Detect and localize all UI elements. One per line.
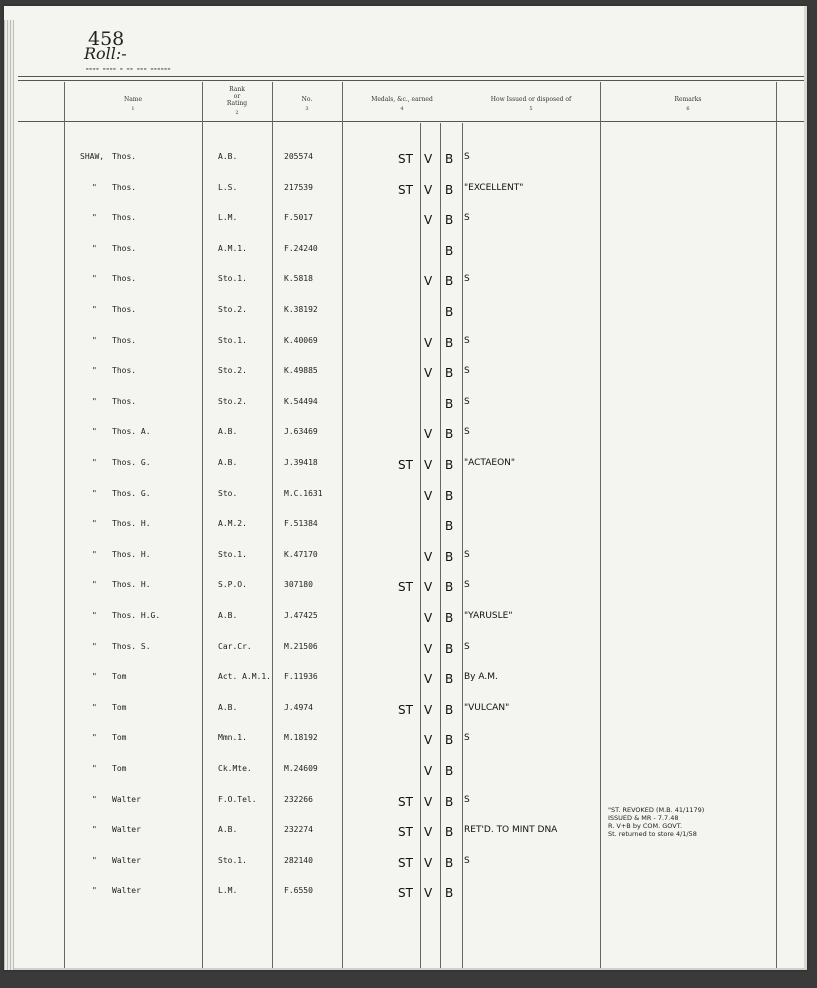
ditto-mark: " xyxy=(92,764,97,773)
medal-british-war: B xyxy=(445,274,454,289)
table-row xyxy=(4,207,804,231)
top-rule-double xyxy=(18,80,804,81)
entry-forename: Thos. H.G. xyxy=(112,611,161,620)
remarks-note-line: R. V+B by COM. GOVT. xyxy=(608,822,683,830)
table-row xyxy=(4,391,804,415)
entry-rank: Mmn.1. xyxy=(218,733,247,743)
remarks-note-line: St. returned to store 4/1/58 xyxy=(608,830,697,838)
printer-line: ▬▬▬▬ ▬▬▬▬ ▬ ▬▬ ▬▬▬ ▬▬▬▬▬▬ xyxy=(86,66,172,71)
ditto-mark: " xyxy=(92,427,97,437)
table-row xyxy=(4,574,804,598)
entry-forename: Thos. H. xyxy=(112,580,151,590)
entry-forename: Thos. xyxy=(112,366,137,376)
ditto-mark: " xyxy=(92,733,97,743)
medal-british-war: B xyxy=(445,794,454,809)
entry-forename: Thos. xyxy=(112,213,137,223)
entry-service-number: M.18192 xyxy=(284,733,318,743)
entry-remark: S xyxy=(464,855,470,866)
entry-service-number: K.38192 xyxy=(284,305,318,314)
roll-label: Roll:- xyxy=(84,44,127,63)
entry-service-number: 232274 xyxy=(284,825,313,835)
medal-british-war: B xyxy=(445,213,454,228)
ditto-mark: " xyxy=(92,580,97,590)
table-row xyxy=(4,268,804,292)
medal-star: ST xyxy=(398,855,413,870)
entry-rank: L.M. xyxy=(218,213,238,223)
entry-forename: Thos. G. xyxy=(112,458,151,467)
entry-remark: "YARUSLE" xyxy=(464,611,513,621)
entry-remark: S xyxy=(464,733,470,744)
medal-star: ST xyxy=(398,152,413,166)
roll-page xyxy=(4,6,807,970)
entry-service-number: K.49885 xyxy=(284,366,318,376)
medal-victory: V xyxy=(424,672,433,687)
entry-service-number: M.24609 xyxy=(284,764,318,773)
ditto-mark: " xyxy=(92,335,97,345)
entry-rank: Sto. xyxy=(218,488,238,498)
medal-victory: V xyxy=(424,733,433,748)
entry-forename: Thos. S. xyxy=(112,641,151,651)
entry-rank: A.B. xyxy=(218,611,238,620)
entry-forename: Thos. G. xyxy=(112,488,151,498)
entry-service-number: F.51384 xyxy=(284,519,318,529)
entry-forename: Tom xyxy=(112,672,127,682)
medal-victory: V xyxy=(424,702,433,717)
entry-remark: "ACTAEON" xyxy=(464,458,516,468)
ditto-mark: " xyxy=(92,825,97,835)
entry-rank: L.S. xyxy=(218,182,238,192)
medal-victory: V xyxy=(424,488,433,503)
medal-british-war: B xyxy=(445,764,454,778)
entry-service-number: 217539 xyxy=(284,182,313,192)
entry-forename: Walter xyxy=(112,855,141,865)
entry-forename: Walter xyxy=(112,825,141,835)
entry-service-number: K.40069 xyxy=(284,335,318,345)
entry-service-number: J.63469 xyxy=(284,427,318,437)
entry-remark: S xyxy=(464,213,470,224)
entry-service-number: J.4974 xyxy=(284,702,313,712)
medal-star: ST xyxy=(398,458,413,472)
col-header-rank: Rank or Rating 2 xyxy=(226,86,248,116)
entry-surname: SHAW, xyxy=(80,152,105,161)
entry-remark: S xyxy=(464,794,470,805)
ditto-mark: " xyxy=(92,886,97,896)
medal-victory: V xyxy=(424,641,433,656)
medal-british-war: B xyxy=(445,702,454,717)
ditto-mark: " xyxy=(92,396,97,406)
entry-forename: Tom xyxy=(112,733,127,743)
medal-british-war: B xyxy=(445,366,454,381)
medal-star: ST xyxy=(398,182,413,197)
table-row xyxy=(4,299,804,323)
entry-service-number: M.21506 xyxy=(284,641,318,651)
entry-forename: Tom xyxy=(112,702,127,712)
table-row xyxy=(4,238,804,262)
entry-forename: Thos. xyxy=(112,152,137,161)
entry-service-number: F.5017 xyxy=(284,213,313,223)
medal-victory: V xyxy=(424,886,433,901)
medal-victory: V xyxy=(424,335,433,350)
medal-victory: V xyxy=(424,794,433,809)
medal-british-war: B xyxy=(445,886,454,901)
entry-rank: A.M.2. xyxy=(218,519,247,529)
medal-victory: V xyxy=(424,213,433,228)
entry-forename: Thos. xyxy=(112,335,137,345)
entry-remark: S xyxy=(464,580,470,591)
medal-british-war: B xyxy=(445,305,454,319)
ditto-mark: " xyxy=(92,702,97,712)
entry-remark: "EXCELLENT" xyxy=(464,182,524,193)
entry-forename: Walter xyxy=(112,886,141,896)
medal-victory: V xyxy=(424,580,433,595)
entry-rank: A.B. xyxy=(218,152,238,161)
medal-british-war: B xyxy=(445,825,454,840)
entry-forename: Thos. xyxy=(112,243,137,253)
entry-rank: Car.Cr. xyxy=(218,641,252,651)
table-row xyxy=(4,850,804,874)
medal-star: ST xyxy=(398,702,413,717)
medal-victory: V xyxy=(424,611,433,625)
entry-rank: S.P.O. xyxy=(218,580,247,590)
medal-british-war: B xyxy=(445,641,454,656)
table-row xyxy=(4,360,804,384)
table-row xyxy=(4,483,804,507)
table-row xyxy=(4,544,804,568)
page-number: 458 xyxy=(88,28,125,50)
remarks-annotation xyxy=(608,806,704,838)
entry-rank: L.M. xyxy=(218,886,238,896)
table-row xyxy=(4,330,804,354)
ditto-mark: " xyxy=(92,488,97,498)
ditto-mark: " xyxy=(92,182,97,192)
entry-service-number: J.47425 xyxy=(284,611,318,620)
medal-british-war: B xyxy=(445,733,454,748)
medal-british-war: B xyxy=(445,427,454,442)
remarks-note-line: "ST. REVOKED (M.B. 41/1179) xyxy=(608,806,705,814)
entry-forename: Thos. xyxy=(112,305,137,314)
ditto-mark: " xyxy=(92,366,97,376)
entry-service-number: F.11936 xyxy=(284,672,318,682)
entry-remark: S xyxy=(464,641,470,652)
table-row xyxy=(4,177,804,201)
entry-service-number: K.54494 xyxy=(284,396,318,406)
ditto-mark: " xyxy=(92,458,97,467)
table-row xyxy=(4,758,804,782)
entry-forename: Thos. H. xyxy=(112,519,151,529)
col-header-number: No. 3 xyxy=(301,96,313,112)
entry-service-number: M.C.1631 xyxy=(284,488,323,498)
entry-service-number: 232266 xyxy=(284,794,313,804)
table-row xyxy=(4,636,804,660)
medal-victory: V xyxy=(424,182,433,197)
top-rule xyxy=(18,76,804,77)
medal-british-war: B xyxy=(445,549,454,564)
medal-victory: V xyxy=(424,427,433,442)
entry-service-number: 282140 xyxy=(284,855,313,865)
entry-remark: "VULCAN" xyxy=(464,702,510,713)
remarks-note-line: ISSUED & MR - 7.7.48 xyxy=(608,814,679,822)
entry-remark: RET'D. TO MINT DNA xyxy=(464,825,558,836)
medal-victory: V xyxy=(424,549,433,564)
entry-rank: Ck.Mte. xyxy=(218,764,252,773)
entry-remark: S xyxy=(464,274,470,285)
medal-british-war: B xyxy=(445,580,454,595)
entry-service-number: 205574 xyxy=(284,152,313,161)
medal-british-war: B xyxy=(445,611,454,625)
medal-british-war: B xyxy=(445,335,454,350)
table-row xyxy=(4,727,804,751)
entry-remark: By A.M. xyxy=(464,672,498,683)
entry-rank: Sto.1. xyxy=(218,549,247,559)
medal-star: ST xyxy=(398,886,413,901)
entry-rank: Sto.1. xyxy=(218,335,247,345)
ditto-mark: " xyxy=(92,855,97,865)
entry-rank: A.B. xyxy=(218,702,238,712)
medal-british-war: B xyxy=(445,458,454,472)
entry-remark: S xyxy=(464,396,470,407)
entry-rank: Sto.1. xyxy=(218,274,247,284)
entry-rank: Sto.2. xyxy=(218,396,247,406)
entry-service-number: F.6550 xyxy=(284,886,313,896)
medal-british-war: B xyxy=(445,152,454,166)
medal-british-war: B xyxy=(445,519,454,534)
entry-rank: Sto.1. xyxy=(218,855,247,865)
entry-service-number: F.24240 xyxy=(284,243,318,253)
medal-star: ST xyxy=(398,794,413,809)
medal-british-war: B xyxy=(445,488,454,503)
medal-british-war: B xyxy=(445,243,454,258)
col-header-remarks: Remarks 6 xyxy=(674,96,702,112)
entry-rank: A.B. xyxy=(218,427,238,437)
entry-rank: A.B. xyxy=(218,825,238,835)
table-row xyxy=(4,605,804,629)
entry-service-number: K.5818 xyxy=(284,274,313,284)
medal-victory: V xyxy=(424,855,433,870)
entry-rank: Sto.2. xyxy=(218,366,247,376)
col-header-medals: Medals, &c., earned 4 xyxy=(371,96,433,112)
medal-victory: V xyxy=(424,458,433,472)
entry-forename: Walter xyxy=(112,794,141,804)
ditto-mark: " xyxy=(92,549,97,559)
medal-british-war: B xyxy=(445,182,454,197)
ditto-mark: " xyxy=(92,213,97,223)
entry-forename: Thos. xyxy=(112,396,137,406)
col-header-issued: How Issued or disposed of 5 xyxy=(490,96,572,112)
entry-forename: Thos. xyxy=(112,182,137,192)
entry-remark: S xyxy=(464,152,470,162)
medal-victory: V xyxy=(424,152,433,166)
ditto-mark: " xyxy=(92,305,97,314)
entry-remark: S xyxy=(464,549,470,560)
ditto-mark: " xyxy=(92,274,97,284)
entry-rank: Sto.2. xyxy=(218,305,247,314)
table-row xyxy=(4,666,804,690)
table-row xyxy=(4,146,804,170)
table-row xyxy=(4,880,804,904)
medal-victory: V xyxy=(424,274,433,289)
entry-forename: Thos. A. xyxy=(112,427,151,437)
medal-british-war: B xyxy=(445,672,454,687)
medal-victory: V xyxy=(424,366,433,381)
medal-british-war: B xyxy=(445,855,454,870)
entry-service-number: 307180 xyxy=(284,580,313,590)
entry-remark: S xyxy=(464,335,470,346)
entry-rank: A.B. xyxy=(218,458,238,467)
table-row xyxy=(4,421,804,445)
medal-british-war: B xyxy=(445,396,454,411)
ditto-mark: " xyxy=(92,519,97,529)
entry-rank: A.M.1. xyxy=(218,243,247,253)
ditto-mark: " xyxy=(92,672,97,682)
entry-rank: Act. A.M.1. xyxy=(218,672,271,682)
ditto-mark: " xyxy=(92,611,97,620)
table-row xyxy=(4,452,804,476)
medal-star: ST xyxy=(398,580,413,595)
col-header-name: Name 1 xyxy=(123,96,143,112)
table-row xyxy=(4,697,804,721)
entry-service-number: J.39418 xyxy=(284,458,318,467)
medal-victory: V xyxy=(424,764,433,778)
medal-star: ST xyxy=(398,825,413,840)
entry-forename: Tom xyxy=(112,764,127,773)
entry-forename: Thos. H. xyxy=(112,549,151,559)
entry-remark: S xyxy=(464,366,470,377)
ditto-mark: " xyxy=(92,794,97,804)
header-bottom-rule xyxy=(18,121,804,122)
entry-rank: F.O.Tel. xyxy=(218,794,257,804)
ditto-mark: " xyxy=(92,243,97,253)
entry-forename: Thos. xyxy=(112,274,137,284)
entry-remark: S xyxy=(464,427,470,438)
table-row xyxy=(4,513,804,537)
ditto-mark: " xyxy=(92,641,97,651)
entry-service-number: K.47170 xyxy=(284,549,318,559)
medal-victory: V xyxy=(424,825,433,840)
